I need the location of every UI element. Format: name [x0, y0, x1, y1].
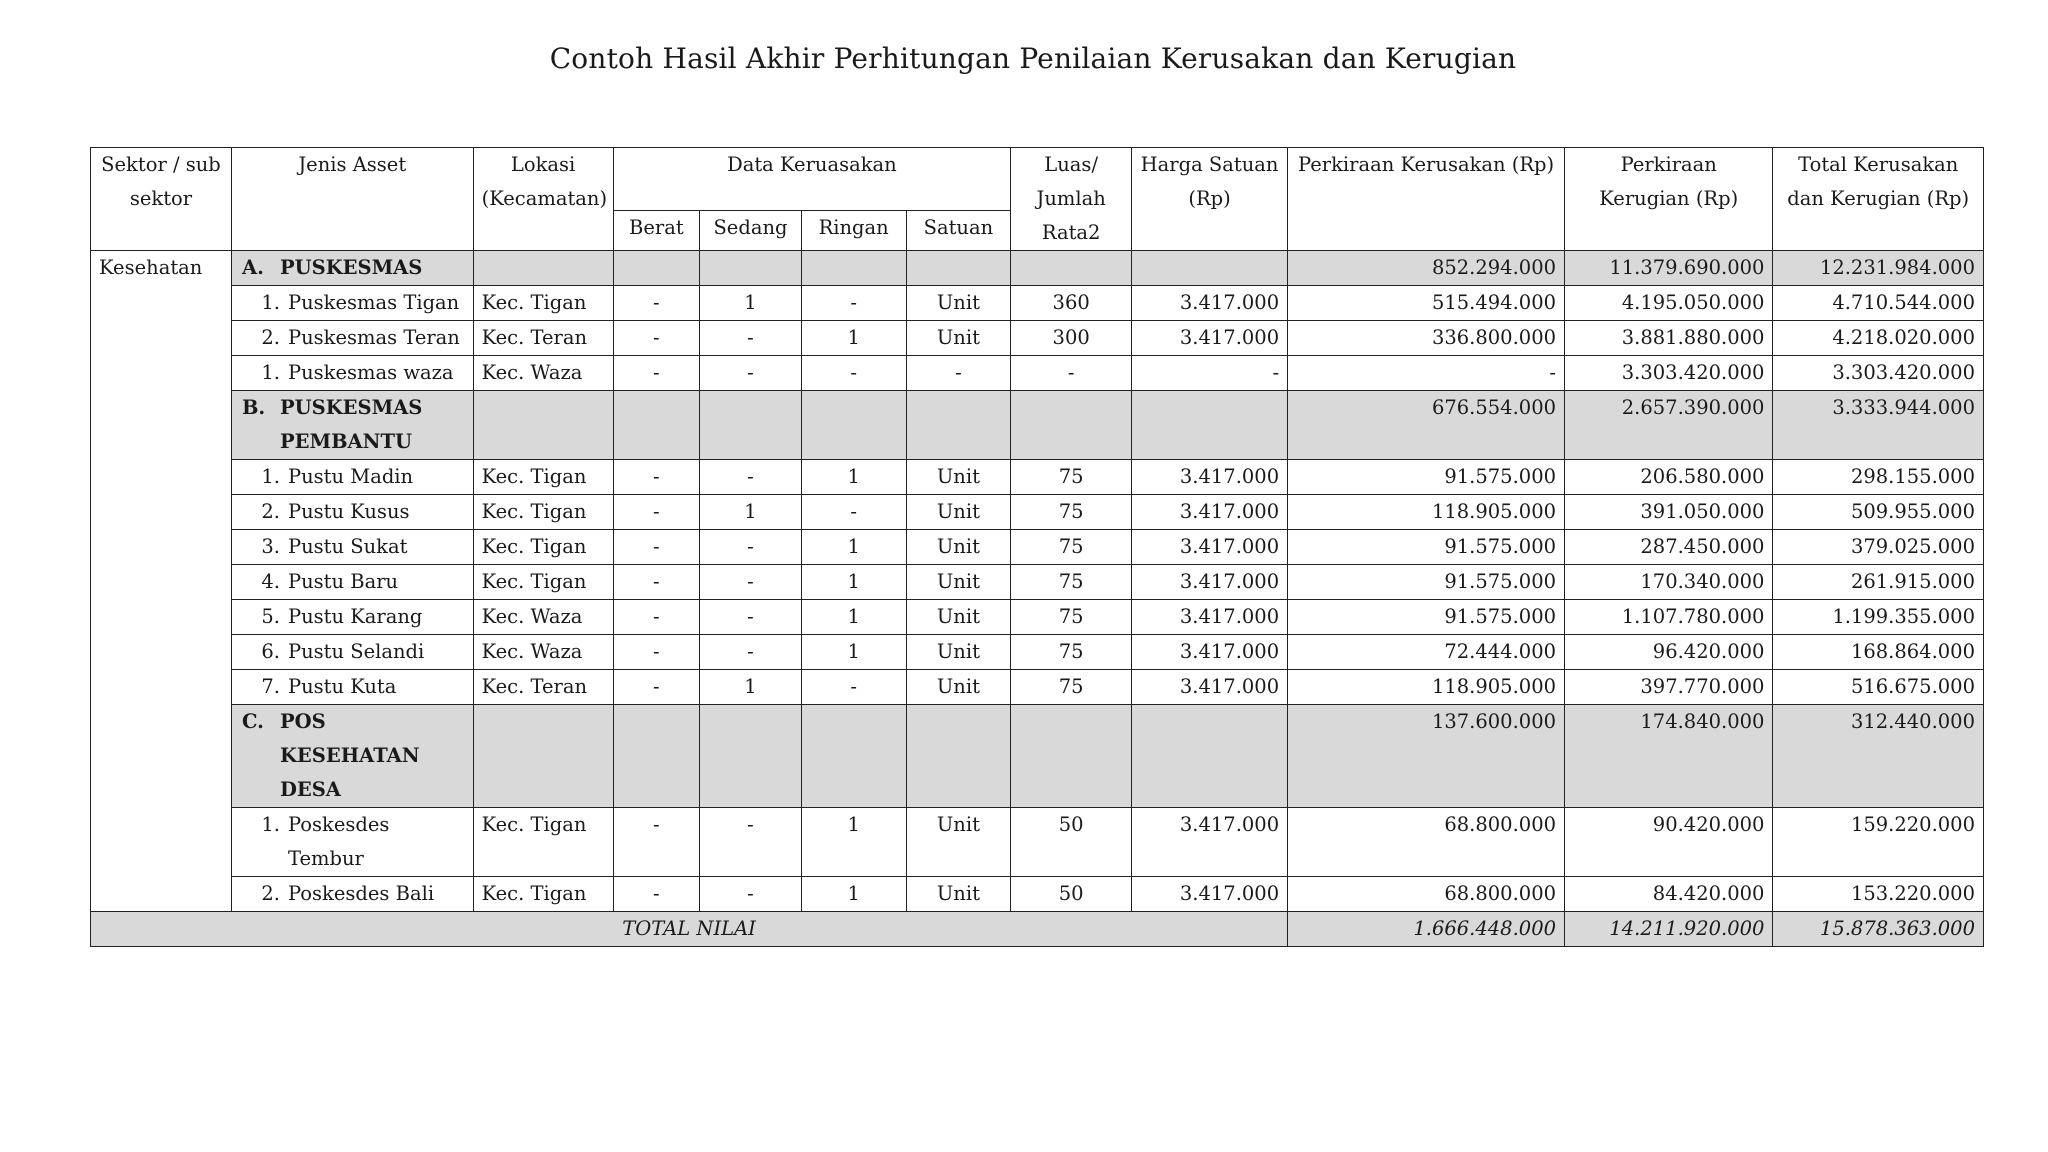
- kerugian-cell: 84.420.000: [1565, 877, 1773, 912]
- empty-cell: [1132, 705, 1288, 808]
- asset-number: 2.: [261, 500, 280, 523]
- ringan-cell: 1: [801, 530, 906, 565]
- header-perkiraan-kerusakan: Perkiraan Kerusakan (Rp): [1288, 148, 1565, 251]
- luas-cell: 50: [1011, 808, 1132, 877]
- asset-name: Poskesdes Bali: [287, 882, 435, 905]
- harga-cell: 3.417.000: [1132, 808, 1288, 877]
- group-row: [91, 391, 1984, 460]
- luas-cell: 75: [1011, 670, 1132, 705]
- sedang-cell: -: [700, 877, 802, 912]
- group-kerusakan: 137.600.000: [1288, 705, 1565, 808]
- table-row: [91, 530, 1984, 565]
- header-sedang: Sedang: [700, 211, 802, 251]
- sedang-cell: -: [700, 565, 802, 600]
- kerugian-cell: 287.450.000: [1565, 530, 1773, 565]
- kerugian-cell: 96.420.000: [1565, 635, 1773, 670]
- kerugian-cell: 1.107.780.000: [1565, 600, 1773, 635]
- empty-cell: [700, 705, 802, 808]
- kerugian-cell: 4.195.050.000: [1565, 286, 1773, 321]
- kerugian-cell: 3.881.880.000: [1565, 321, 1773, 356]
- group-name: PUSKESMAS: [279, 256, 423, 279]
- berat-cell: -: [613, 635, 700, 670]
- empty-cell: [801, 251, 906, 286]
- kerusakan-cell: -: [1288, 356, 1565, 391]
- group-kerugian: 11.379.690.000: [1565, 251, 1773, 286]
- kerusakan-cell: 336.800.000: [1288, 321, 1565, 356]
- lokasi-cell: Kec. Tigan: [473, 530, 613, 565]
- luas-cell: 75: [1011, 635, 1132, 670]
- group-kerusakan: 852.294.000: [1288, 251, 1565, 286]
- lokasi-cell: Kec. Waza: [473, 600, 613, 635]
- asset-number: 2.: [261, 882, 280, 905]
- empty-cell: [473, 705, 613, 808]
- total-cell: 379.025.000: [1773, 530, 1984, 565]
- satuan-cell: Unit: [906, 877, 1011, 912]
- kerugian-cell: 90.420.000: [1565, 808, 1773, 877]
- total-row: [91, 912, 1984, 947]
- sedang-cell: -: [700, 460, 802, 495]
- harga-cell: 3.417.000: [1132, 877, 1288, 912]
- asset-name: Pustu Baru: [287, 570, 399, 593]
- berat-cell: -: [613, 600, 700, 635]
- ringan-cell: 1: [801, 321, 906, 356]
- empty-cell: [613, 251, 700, 286]
- empty-cell: [1132, 251, 1288, 286]
- table-row: [91, 808, 1984, 877]
- total-cell: 153.220.000: [1773, 877, 1984, 912]
- harga-cell: 3.417.000: [1132, 321, 1288, 356]
- kerugian-cell: 206.580.000: [1565, 460, 1773, 495]
- group-name: PUSKESMAS PEMBANTU: [279, 396, 423, 453]
- empty-cell: [1132, 391, 1288, 460]
- kerusakan-cell: 118.905.000: [1288, 670, 1565, 705]
- header-data-kerusakan: Data Keruasakan: [613, 148, 1011, 211]
- total-cell: 1.199.355.000: [1773, 600, 1984, 635]
- satuan-cell: Unit: [906, 808, 1011, 877]
- luas-cell: 300: [1011, 321, 1132, 356]
- table-row: [91, 877, 1984, 912]
- header-ringan: Ringan: [801, 211, 906, 251]
- empty-cell: [613, 705, 700, 808]
- ringan-cell: 1: [801, 808, 906, 877]
- kerusakan-cell: 91.575.000: [1288, 460, 1565, 495]
- kerusakan-cell: 515.494.000: [1288, 286, 1565, 321]
- asset-cell: [231, 286, 473, 321]
- asset-number: 2.: [261, 326, 280, 349]
- harga-cell: 3.417.000: [1132, 286, 1288, 321]
- berat-cell: -: [613, 321, 700, 356]
- asset-number: 6.: [261, 640, 280, 663]
- asset-cell: [231, 600, 473, 635]
- berat-cell: -: [613, 460, 700, 495]
- header-sektor: Sektor / sub sektor: [91, 148, 232, 251]
- satuan-cell: Unit: [906, 670, 1011, 705]
- ringan-cell: -: [801, 356, 906, 391]
- header-harga: Harga Satuan (Rp): [1132, 148, 1288, 251]
- asset-cell: [231, 356, 473, 391]
- header-perkiraan-kerugian: Perkiraan Kerugian (Rp): [1565, 148, 1773, 251]
- asset-name: Pustu Kusus: [287, 500, 410, 523]
- ringan-cell: -: [801, 670, 906, 705]
- total-cell: 4.710.544.000: [1773, 286, 1984, 321]
- empty-cell: [906, 391, 1011, 460]
- empty-cell: [906, 705, 1011, 808]
- luas-cell: 75: [1011, 530, 1132, 565]
- total-cell: 4.218.020.000: [1773, 321, 1984, 356]
- asset-name: Pustu Sukat: [287, 535, 408, 558]
- kerusakan-cell: 72.444.000: [1288, 635, 1565, 670]
- empty-cell: [801, 391, 906, 460]
- total-grand: 15.878.363.000: [1773, 912, 1984, 947]
- table-row: [91, 565, 1984, 600]
- harga-cell: -: [1132, 356, 1288, 391]
- kerusakan-cell: 91.575.000: [1288, 530, 1565, 565]
- group-letter: C.: [241, 710, 264, 733]
- table-row: [91, 670, 1984, 705]
- table-row: [91, 286, 1984, 321]
- total-cell: 159.220.000: [1773, 808, 1984, 877]
- luas-cell: 75: [1011, 600, 1132, 635]
- asset-cell: [231, 460, 473, 495]
- asset-name: Puskesmas Tigan: [287, 291, 460, 314]
- table-row: [91, 356, 1984, 391]
- group-row: [91, 251, 1984, 286]
- lokasi-cell: Kec. Tigan: [473, 565, 613, 600]
- header-lokasi: Lokasi (Kecamatan): [473, 148, 613, 251]
- asset-number: 1.: [261, 813, 280, 836]
- group-label: [231, 705, 473, 808]
- asset-number: 1.: [261, 361, 280, 384]
- ringan-cell: 1: [801, 565, 906, 600]
- satuan-cell: Unit: [906, 286, 1011, 321]
- harga-cell: 3.417.000: [1132, 670, 1288, 705]
- sedang-cell: -: [700, 600, 802, 635]
- sedang-cell: -: [700, 356, 802, 391]
- berat-cell: -: [613, 530, 700, 565]
- berat-cell: -: [613, 356, 700, 391]
- berat-cell: -: [613, 808, 700, 877]
- harga-cell: 3.417.000: [1132, 565, 1288, 600]
- group-letter: B.: [241, 396, 266, 419]
- berat-cell: -: [613, 877, 700, 912]
- satuan-cell: Unit: [906, 321, 1011, 356]
- empty-cell: [700, 391, 802, 460]
- asset-name: Pustu Kuta: [287, 675, 397, 698]
- asset-name: Puskesmas Teran: [287, 326, 460, 349]
- empty-cell: [473, 251, 613, 286]
- satuan-cell: Unit: [906, 495, 1011, 530]
- sector-cell: Kesehatan: [91, 251, 232, 912]
- berat-cell: -: [613, 495, 700, 530]
- luas-cell: 75: [1011, 495, 1132, 530]
- group-row: [91, 705, 1984, 808]
- kerugian-cell: 170.340.000: [1565, 565, 1773, 600]
- berat-cell: -: [613, 670, 700, 705]
- sedang-cell: -: [700, 808, 802, 877]
- asset-cell: [231, 670, 473, 705]
- lokasi-cell: Kec. Teran: [473, 670, 613, 705]
- asset-number: 5.: [261, 605, 280, 628]
- harga-cell: 3.417.000: [1132, 635, 1288, 670]
- lokasi-cell: Kec. Waza: [473, 356, 613, 391]
- satuan-cell: Unit: [906, 635, 1011, 670]
- header-row: [91, 148, 1984, 211]
- total-cell: 516.675.000: [1773, 670, 1984, 705]
- header-luas: Luas/ Jumlah Rata2: [1011, 148, 1132, 251]
- asset-number: 4.: [261, 570, 280, 593]
- asset-cell: [231, 321, 473, 356]
- asset-number: 1.: [261, 291, 280, 314]
- kerusakan-cell: 91.575.000: [1288, 600, 1565, 635]
- asset-number: 1.: [261, 465, 280, 488]
- lokasi-cell: Kec. Waza: [473, 635, 613, 670]
- total-kerusakan: 1.666.448.000: [1288, 912, 1565, 947]
- header-berat: Berat: [613, 211, 700, 251]
- luas-cell: 75: [1011, 565, 1132, 600]
- asset-number: 7.: [261, 675, 280, 698]
- lokasi-cell: Kec. Tigan: [473, 495, 613, 530]
- ringan-cell: 1: [801, 635, 906, 670]
- empty-cell: [1011, 391, 1132, 460]
- sedang-cell: -: [700, 321, 802, 356]
- asset-cell: [231, 495, 473, 530]
- total-cell: 3.303.420.000: [1773, 356, 1984, 391]
- berat-cell: -: [613, 565, 700, 600]
- group-total: 312.440.000: [1773, 705, 1984, 808]
- group-label: [231, 391, 473, 460]
- ringan-cell: 1: [801, 600, 906, 635]
- luas-cell: -: [1011, 356, 1132, 391]
- empty-cell: [906, 251, 1011, 286]
- table-body: [91, 251, 1984, 947]
- harga-cell: 3.417.000: [1132, 460, 1288, 495]
- harga-cell: 3.417.000: [1132, 495, 1288, 530]
- table-row: [91, 635, 1984, 670]
- group-letter: A.: [241, 256, 264, 279]
- kerusakan-cell: 68.800.000: [1288, 877, 1565, 912]
- ringan-cell: 1: [801, 460, 906, 495]
- asset-cell: [231, 635, 473, 670]
- harga-cell: 3.417.000: [1132, 600, 1288, 635]
- satuan-cell: Unit: [906, 565, 1011, 600]
- asset-cell: [231, 877, 473, 912]
- empty-cell: [1011, 251, 1132, 286]
- sedang-cell: 1: [700, 670, 802, 705]
- lokasi-cell: Kec. Tigan: [473, 460, 613, 495]
- group-label: [231, 251, 473, 286]
- total-cell: 168.864.000: [1773, 635, 1984, 670]
- luas-cell: 75: [1011, 460, 1132, 495]
- asset-name: Pustu Selandi: [287, 640, 425, 663]
- lokasi-cell: Kec. Tigan: [473, 808, 613, 877]
- sedang-cell: 1: [700, 495, 802, 530]
- lokasi-cell: Kec. Tigan: [473, 877, 613, 912]
- total-cell: 298.155.000: [1773, 460, 1984, 495]
- lokasi-cell: Kec. Tigan: [473, 286, 613, 321]
- damage-loss-table: [90, 147, 1984, 947]
- group-name: POS KESEHATAN DESA: [279, 710, 420, 801]
- total-kerugian: 14.211.920.000: [1565, 912, 1773, 947]
- asset-name: Poskesdes Tembur: [287, 813, 390, 870]
- asset-number: 3.: [261, 535, 280, 558]
- table-row: [91, 495, 1984, 530]
- luas-cell: 360: [1011, 286, 1132, 321]
- total-cell: 509.955.000: [1773, 495, 1984, 530]
- empty-cell: [613, 391, 700, 460]
- asset-cell: [231, 530, 473, 565]
- group-kerugian: 174.840.000: [1565, 705, 1773, 808]
- empty-cell: [801, 705, 906, 808]
- asset-cell: [231, 808, 473, 877]
- group-total: 12.231.984.000: [1773, 251, 1984, 286]
- group-kerugian: 2.657.390.000: [1565, 391, 1773, 460]
- ringan-cell: -: [801, 286, 906, 321]
- kerugian-cell: 391.050.000: [1565, 495, 1773, 530]
- group-kerusakan: 676.554.000: [1288, 391, 1565, 460]
- satuan-cell: Unit: [906, 600, 1011, 635]
- header-jenis-asset: Jenis Asset: [231, 148, 473, 251]
- total-cell: 261.915.000: [1773, 565, 1984, 600]
- table-row: [91, 460, 1984, 495]
- header-satuan: Satuan: [906, 211, 1011, 251]
- document-title: Contoh Hasil Akhir Perhitungan Penilaian Kerusakan dan Kerugian: [549, 42, 1517, 75]
- kerusakan-cell: 91.575.000: [1288, 565, 1565, 600]
- asset-name: Pustu Karang: [287, 605, 423, 628]
- table-row: [91, 600, 1984, 635]
- empty-cell: [1011, 705, 1132, 808]
- kerugian-cell: 3.303.420.000: [1565, 356, 1773, 391]
- ringan-cell: -: [801, 495, 906, 530]
- group-total: 3.333.944.000: [1773, 391, 1984, 460]
- sedang-cell: -: [700, 530, 802, 565]
- luas-cell: 50: [1011, 877, 1132, 912]
- kerugian-cell: 397.770.000: [1565, 670, 1773, 705]
- table-row: [91, 321, 1984, 356]
- kerusakan-cell: 68.800.000: [1288, 808, 1565, 877]
- satuan-cell: -: [906, 356, 1011, 391]
- satuan-cell: Unit: [906, 460, 1011, 495]
- satuan-cell: Unit: [906, 530, 1011, 565]
- lokasi-cell: Kec. Teran: [473, 321, 613, 356]
- header-total: Total Kerusakan dan Kerugian (Rp): [1773, 148, 1984, 251]
- kerusakan-cell: 118.905.000: [1288, 495, 1565, 530]
- total-label: TOTAL NILAI: [91, 912, 1288, 947]
- asset-name: Puskesmas waza: [287, 361, 454, 384]
- sedang-cell: 1: [700, 286, 802, 321]
- ringan-cell: 1: [801, 877, 906, 912]
- empty-cell: [700, 251, 802, 286]
- asset-name: Pustu Madin: [287, 465, 414, 488]
- empty-cell: [473, 391, 613, 460]
- sedang-cell: -: [700, 635, 802, 670]
- berat-cell: -: [613, 286, 700, 321]
- harga-cell: 3.417.000: [1132, 530, 1288, 565]
- asset-cell: [231, 565, 473, 600]
